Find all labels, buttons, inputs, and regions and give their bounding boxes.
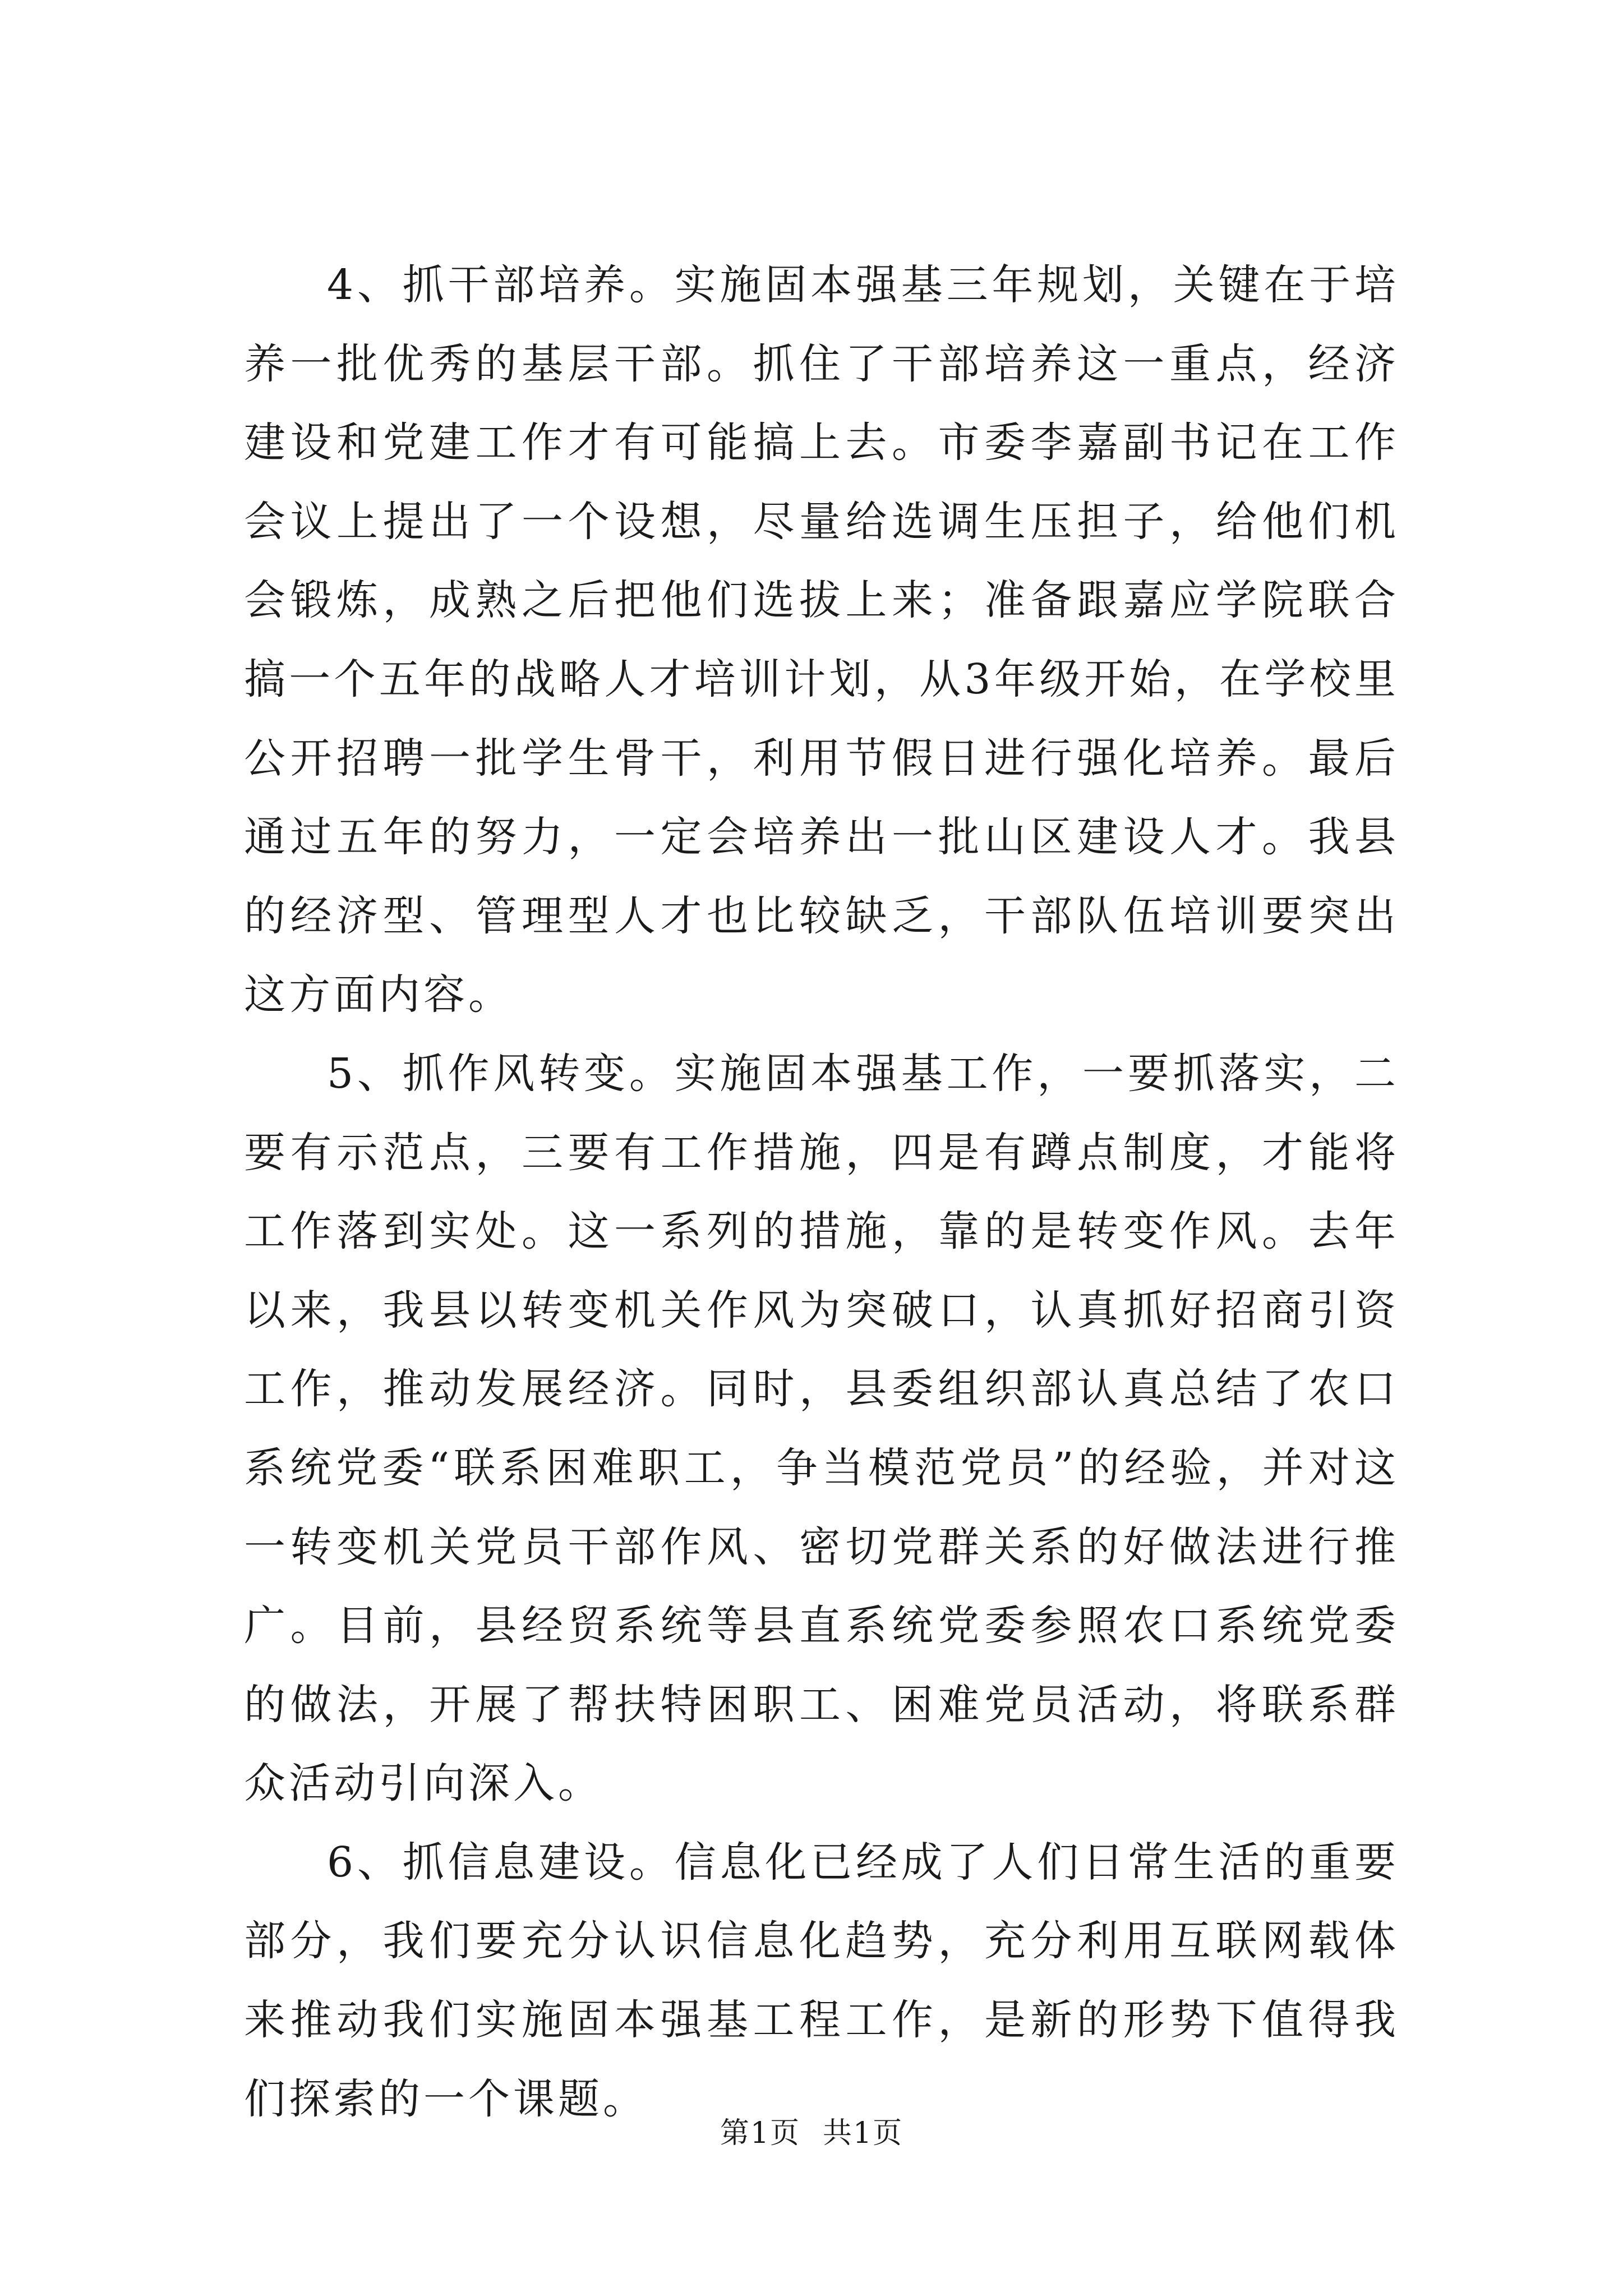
paragraph-work-style: 5、抓作风转变。实施固本强基工作，一要抓落实，二要有示范点，三要有工作措施，四是有蹲点制度，才能将工作落到实处。这一系列的措施，靠的是转变作风。去年以来，我县以转变机关作风为突破口，认真抓好招商引资工作，推动发展经济。同时，县委组织部认真总结了农口系统党委“联系困难职工，争当模范党员”的经验，并对这一转变机关党员干部作风、密切党群关系的好做法进行推广。目前，县经贸系统等县直系统党委参照农口系统党委的做法，开展了帮扶特困职工、困难党员活动，将联系群众活动引向深入。 (244, 1049, 1399, 1808)
page-footer (0, 2114, 1623, 2153)
document-body (244, 246, 1399, 2138)
paragraph-information-construction: 6、抓信息建设。信息化已经成了人们日常生活的重要部分，我们要充分认识信息化趋势，充分利用互联网载体来推动我们实施固本强基工程工作，是新的形势下值得我们探索的一个课题。 (244, 1838, 1399, 2123)
paragraph-cadre-training: 4、抓干部培养。实施固本强基三年规划，关键在于培养一批优秀的基层干部。抓住了干部培养这一重点，经济建设和党建工作才有可能搞上去。市委李嘉副书记在工作会议上提出了一个设想，尽量给选调生压担子，给他们机会锻炼，成熟之后把他们选拔上来；准备跟嘉应学院联合搞一个五年的战略人才培训计划，从3年级开始，在学校里公开招聘一批学生骨干，利用节假日进行强化培养。最后通过五年的努力，一定会培养出一批山区建设人才。我县的经济型、管理型人才也比较缺乏，干部队伍培训要突出这方面内容。 (244, 261, 1399, 1019)
page-total: 共1页 (823, 2116, 903, 2150)
page-number: 第1页 (720, 2116, 800, 2150)
